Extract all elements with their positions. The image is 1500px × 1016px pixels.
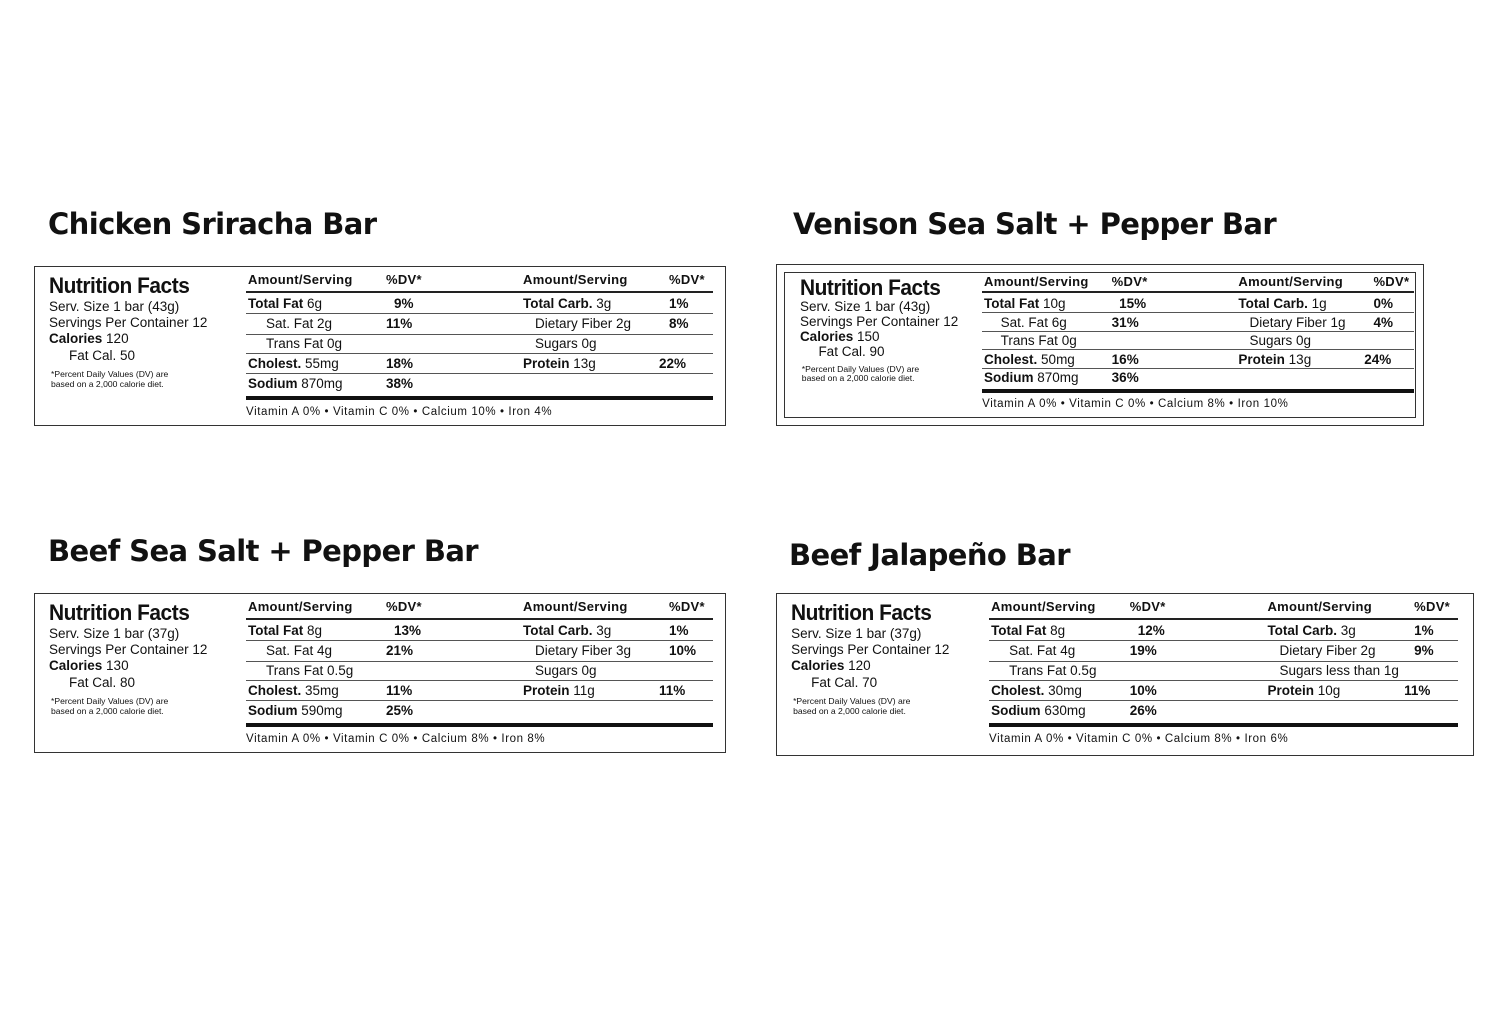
vitamins-minerals: Vitamin A 0% • Vitamin C 0% • Calcium 8% • Iron 6% — [989, 733, 1289, 745]
calories-row: Calories 150 — [799, 328, 880, 344]
protein-row: Protein 13g — [1238, 351, 1312, 367]
vitamins-rule — [246, 723, 713, 727]
protein-dv: 24% — [1364, 351, 1392, 367]
protein-dv: 22% — [659, 356, 687, 371]
total-fat-dv: 9% — [394, 296, 414, 311]
product-venison-sea-salt-pepper — [776, 207, 1424, 429]
row-rule — [246, 334, 713, 335]
dv-note-line-2: based on a 2,000 calorie diet. — [801, 373, 915, 384]
trans-fat-row: Trans Fat 0.5g — [1009, 663, 1097, 678]
sodium-dv: 38% — [386, 376, 414, 391]
total-carb-row: Total Carb. 3g — [523, 296, 612, 311]
right-header-amount: Amount/Serving — [523, 272, 628, 287]
sat-fat-dv: 31% — [1111, 314, 1139, 330]
sugars-row: Sugars 0g — [1249, 333, 1312, 349]
left-header-amount: Amount/Serving — [248, 272, 353, 287]
calories-row: Calories 130 — [49, 658, 129, 673]
row-rule — [246, 373, 713, 374]
cholesterol-dv: 10% — [1129, 683, 1157, 698]
row-rule — [982, 368, 1414, 369]
left-header-dv: %DV* — [1129, 599, 1166, 614]
sodium-dv: 36% — [1111, 370, 1139, 386]
sat-fat-row: Sat. Fat 6g — [1000, 314, 1067, 330]
dv-note-line-1: *Percent Daily Values (DV) are — [51, 369, 169, 379]
left-header-dv: %DV* — [386, 599, 422, 614]
protein-row: Protein 13g — [523, 356, 596, 371]
product-title: Beef Sea Salt + Pepper Bar — [48, 534, 479, 568]
sat-fat-row: Sat. Fat 4g — [266, 643, 333, 658]
dv-note-line-2: based on a 2,000 calorie diet. — [51, 706, 164, 716]
sodium-dv: 25% — [386, 703, 414, 718]
sodium-row: Sodium 870mg — [984, 370, 1079, 386]
serving-size: Serv. Size 1 bar (43g) — [799, 298, 931, 314]
nutrition-facts-label — [34, 266, 726, 426]
right-header-dv: %DV* — [669, 599, 705, 614]
serving-size: Serv. Size 1 bar (37g) — [791, 626, 922, 641]
fat-calories: Fat Cal. 70 — [811, 675, 878, 690]
servings-per-container: Servings Per Container 12 — [49, 642, 208, 657]
nutrition-facts-heading: Nutrition Facts — [49, 273, 190, 298]
nutrition-facts-label — [34, 593, 726, 753]
header-rule — [246, 618, 713, 620]
cholesterol-row: Cholest. 35mg — [248, 683, 339, 698]
header-rule — [982, 291, 1414, 293]
row-rule — [982, 349, 1414, 350]
protein-dv: 11% — [659, 683, 686, 698]
total-carb-dv: 1% — [1414, 623, 1434, 638]
total-carb-row: Total Carb. 3g — [1267, 623, 1356, 638]
fat-calories: Fat Cal. 80 — [69, 675, 136, 690]
left-header-dv: %DV* — [386, 272, 422, 287]
protein-dv: 11% — [1404, 683, 1431, 698]
total-carb-dv: 1% — [669, 623, 689, 638]
sodium-dv: 26% — [1129, 703, 1157, 718]
sodium-row: Sodium 590mg — [248, 703, 343, 718]
fat-calories: Fat Cal. 90 — [818, 344, 885, 360]
trans-fat-row: Trans Fat 0g — [1000, 333, 1077, 349]
product-title: Venison Sea Salt + Pepper Bar — [793, 207, 1277, 241]
protein-row: Protein 10g — [1267, 683, 1341, 698]
row-rule — [982, 331, 1414, 332]
dv-note-line-1: *Percent Daily Values (DV) are — [51, 696, 169, 706]
total-carb-dv: 0% — [1373, 295, 1393, 311]
product-beef-jalapeno — [776, 538, 1474, 760]
nutrition-facts-label — [776, 593, 1474, 756]
cholesterol-row: Cholest. 30mg — [991, 683, 1082, 698]
right-header-amount: Amount/Serving — [1267, 599, 1373, 614]
row-rule — [989, 700, 1458, 701]
total-carb-row: Total Carb. 3g — [523, 623, 612, 638]
dv-note-line-1: *Percent Daily Values (DV) are — [793, 696, 911, 706]
vitamins-rule — [989, 723, 1458, 727]
fat-calories: Fat Cal. 50 — [69, 348, 136, 363]
header-rule — [246, 291, 713, 293]
dietary-fiber-dv: 4% — [1373, 314, 1393, 330]
dv-note-line-2: based on a 2,000 calorie diet. — [793, 706, 906, 716]
row-rule — [246, 700, 713, 701]
dietary-fiber-row: Dietary Fiber 2g — [535, 316, 632, 331]
cholesterol-row: Cholest. 50mg — [984, 351, 1075, 367]
left-header-dv: %DV* — [1111, 273, 1148, 289]
product-title: Chicken Sriracha Bar — [48, 207, 377, 241]
vitamins-rule — [246, 396, 713, 400]
vitamins-minerals: Vitamin A 0% • Vitamin C 0% • Calcium 8% • Iron 8% — [246, 733, 546, 745]
row-rule — [246, 680, 713, 681]
row-rule — [989, 661, 1458, 662]
sugars-row: Sugars 0g — [535, 663, 597, 678]
right-header-dv: %DV* — [1373, 273, 1410, 289]
right-header-amount: Amount/Serving — [523, 599, 628, 614]
vitamins-minerals: Vitamin A 0% • Vitamin C 0% • Calcium 8% • Iron 10% — [982, 398, 1289, 411]
sugars-row: Sugars 0g — [535, 336, 597, 351]
nutrition-facts-heading: Nutrition Facts — [49, 600, 190, 625]
row-rule — [246, 353, 713, 354]
left-header-amount: Amount/Serving — [984, 273, 1089, 289]
row-rule — [982, 312, 1414, 313]
dv-note-line-2: based on a 2,000 calorie diet. — [51, 379, 164, 389]
dietary-fiber-dv: 10% — [669, 643, 697, 658]
dietary-fiber-row: Dietary Fiber 3g — [535, 643, 632, 658]
vitamins-minerals: Vitamin A 0% • Vitamin C 0% • Calcium 10% • Iron 4% — [246, 406, 553, 418]
protein-row: Protein 11g — [523, 683, 595, 698]
total-fat-dv: 15% — [1119, 295, 1147, 311]
total-fat-row: Total Fat 10g — [984, 295, 1066, 311]
left-header-amount: Amount/Serving — [991, 599, 1096, 614]
right-header-amount: Amount/Serving — [1238, 273, 1343, 289]
row-rule — [989, 680, 1458, 681]
cholesterol-row: Cholest. 55mg — [248, 356, 339, 371]
sat-fat-dv: 19% — [1129, 643, 1157, 658]
total-fat-row: Total Fat 6g — [248, 296, 323, 311]
header-rule — [989, 618, 1458, 620]
calories-row: Calories 120 — [49, 331, 129, 346]
product-title: Beef Jalapeño Bar — [789, 538, 1070, 572]
sat-fat-dv: 21% — [386, 643, 414, 658]
total-fat-dv: 13% — [394, 623, 422, 638]
vitamins-rule — [982, 389, 1414, 393]
sat-fat-dv: 11% — [386, 316, 413, 331]
sodium-row: Sodium 630mg — [991, 703, 1086, 718]
serving-size: Serv. Size 1 bar (37g) — [49, 626, 180, 641]
sodium-row: Sodium 870mg — [248, 376, 343, 391]
sat-fat-row: Sat. Fat 2g — [266, 316, 333, 331]
trans-fat-row: Trans Fat 0.5g — [266, 663, 354, 678]
dv-note-line-1: *Percent Daily Values (DV) are — [801, 363, 920, 374]
total-carb-row: Total Carb. 1g — [1238, 295, 1327, 311]
row-rule — [246, 661, 713, 662]
right-header-dv: %DV* — [1414, 599, 1451, 614]
dietary-fiber-row: Dietary Fiber 1g — [1249, 314, 1346, 330]
left-header-amount: Amount/Serving — [248, 599, 353, 614]
calories-row: Calories 120 — [791, 658, 871, 673]
cholesterol-dv: 18% — [386, 356, 414, 371]
total-fat-dv: 12% — [1137, 623, 1165, 638]
dietary-fiber-dv: 8% — [669, 316, 689, 331]
nutrition-facts-heading: Nutrition Facts — [799, 274, 941, 300]
row-rule — [246, 640, 713, 641]
cholesterol-dv: 11% — [386, 683, 413, 698]
total-fat-row: Total Fat 8g — [991, 623, 1066, 638]
dietary-fiber-dv: 9% — [1414, 643, 1434, 658]
servings-per-container: Servings Per Container 12 — [791, 642, 950, 657]
nutrition-facts-label — [776, 264, 1424, 426]
product-beef-sea-salt-pepper — [34, 534, 726, 756]
cholesterol-dv: 16% — [1111, 351, 1139, 367]
servings-per-container: Servings Per Container 12 — [49, 315, 208, 330]
servings-per-container: Servings Per Container 12 — [799, 313, 959, 329]
trans-fat-row: Trans Fat 0g — [266, 336, 343, 351]
sat-fat-row: Sat. Fat 4g — [1009, 643, 1076, 658]
total-carb-dv: 1% — [669, 296, 689, 311]
sugars-row: Sugars less than 1g — [1279, 663, 1399, 678]
right-header-dv: %DV* — [669, 272, 705, 287]
nutrition-facts-heading: Nutrition Facts — [791, 600, 932, 625]
row-rule — [246, 313, 713, 314]
dietary-fiber-row: Dietary Fiber 2g — [1279, 643, 1376, 658]
product-chicken-sriracha — [34, 207, 726, 429]
total-fat-row: Total Fat 8g — [248, 623, 323, 638]
row-rule — [989, 640, 1458, 641]
serving-size: Serv. Size 1 bar (43g) — [49, 299, 180, 314]
